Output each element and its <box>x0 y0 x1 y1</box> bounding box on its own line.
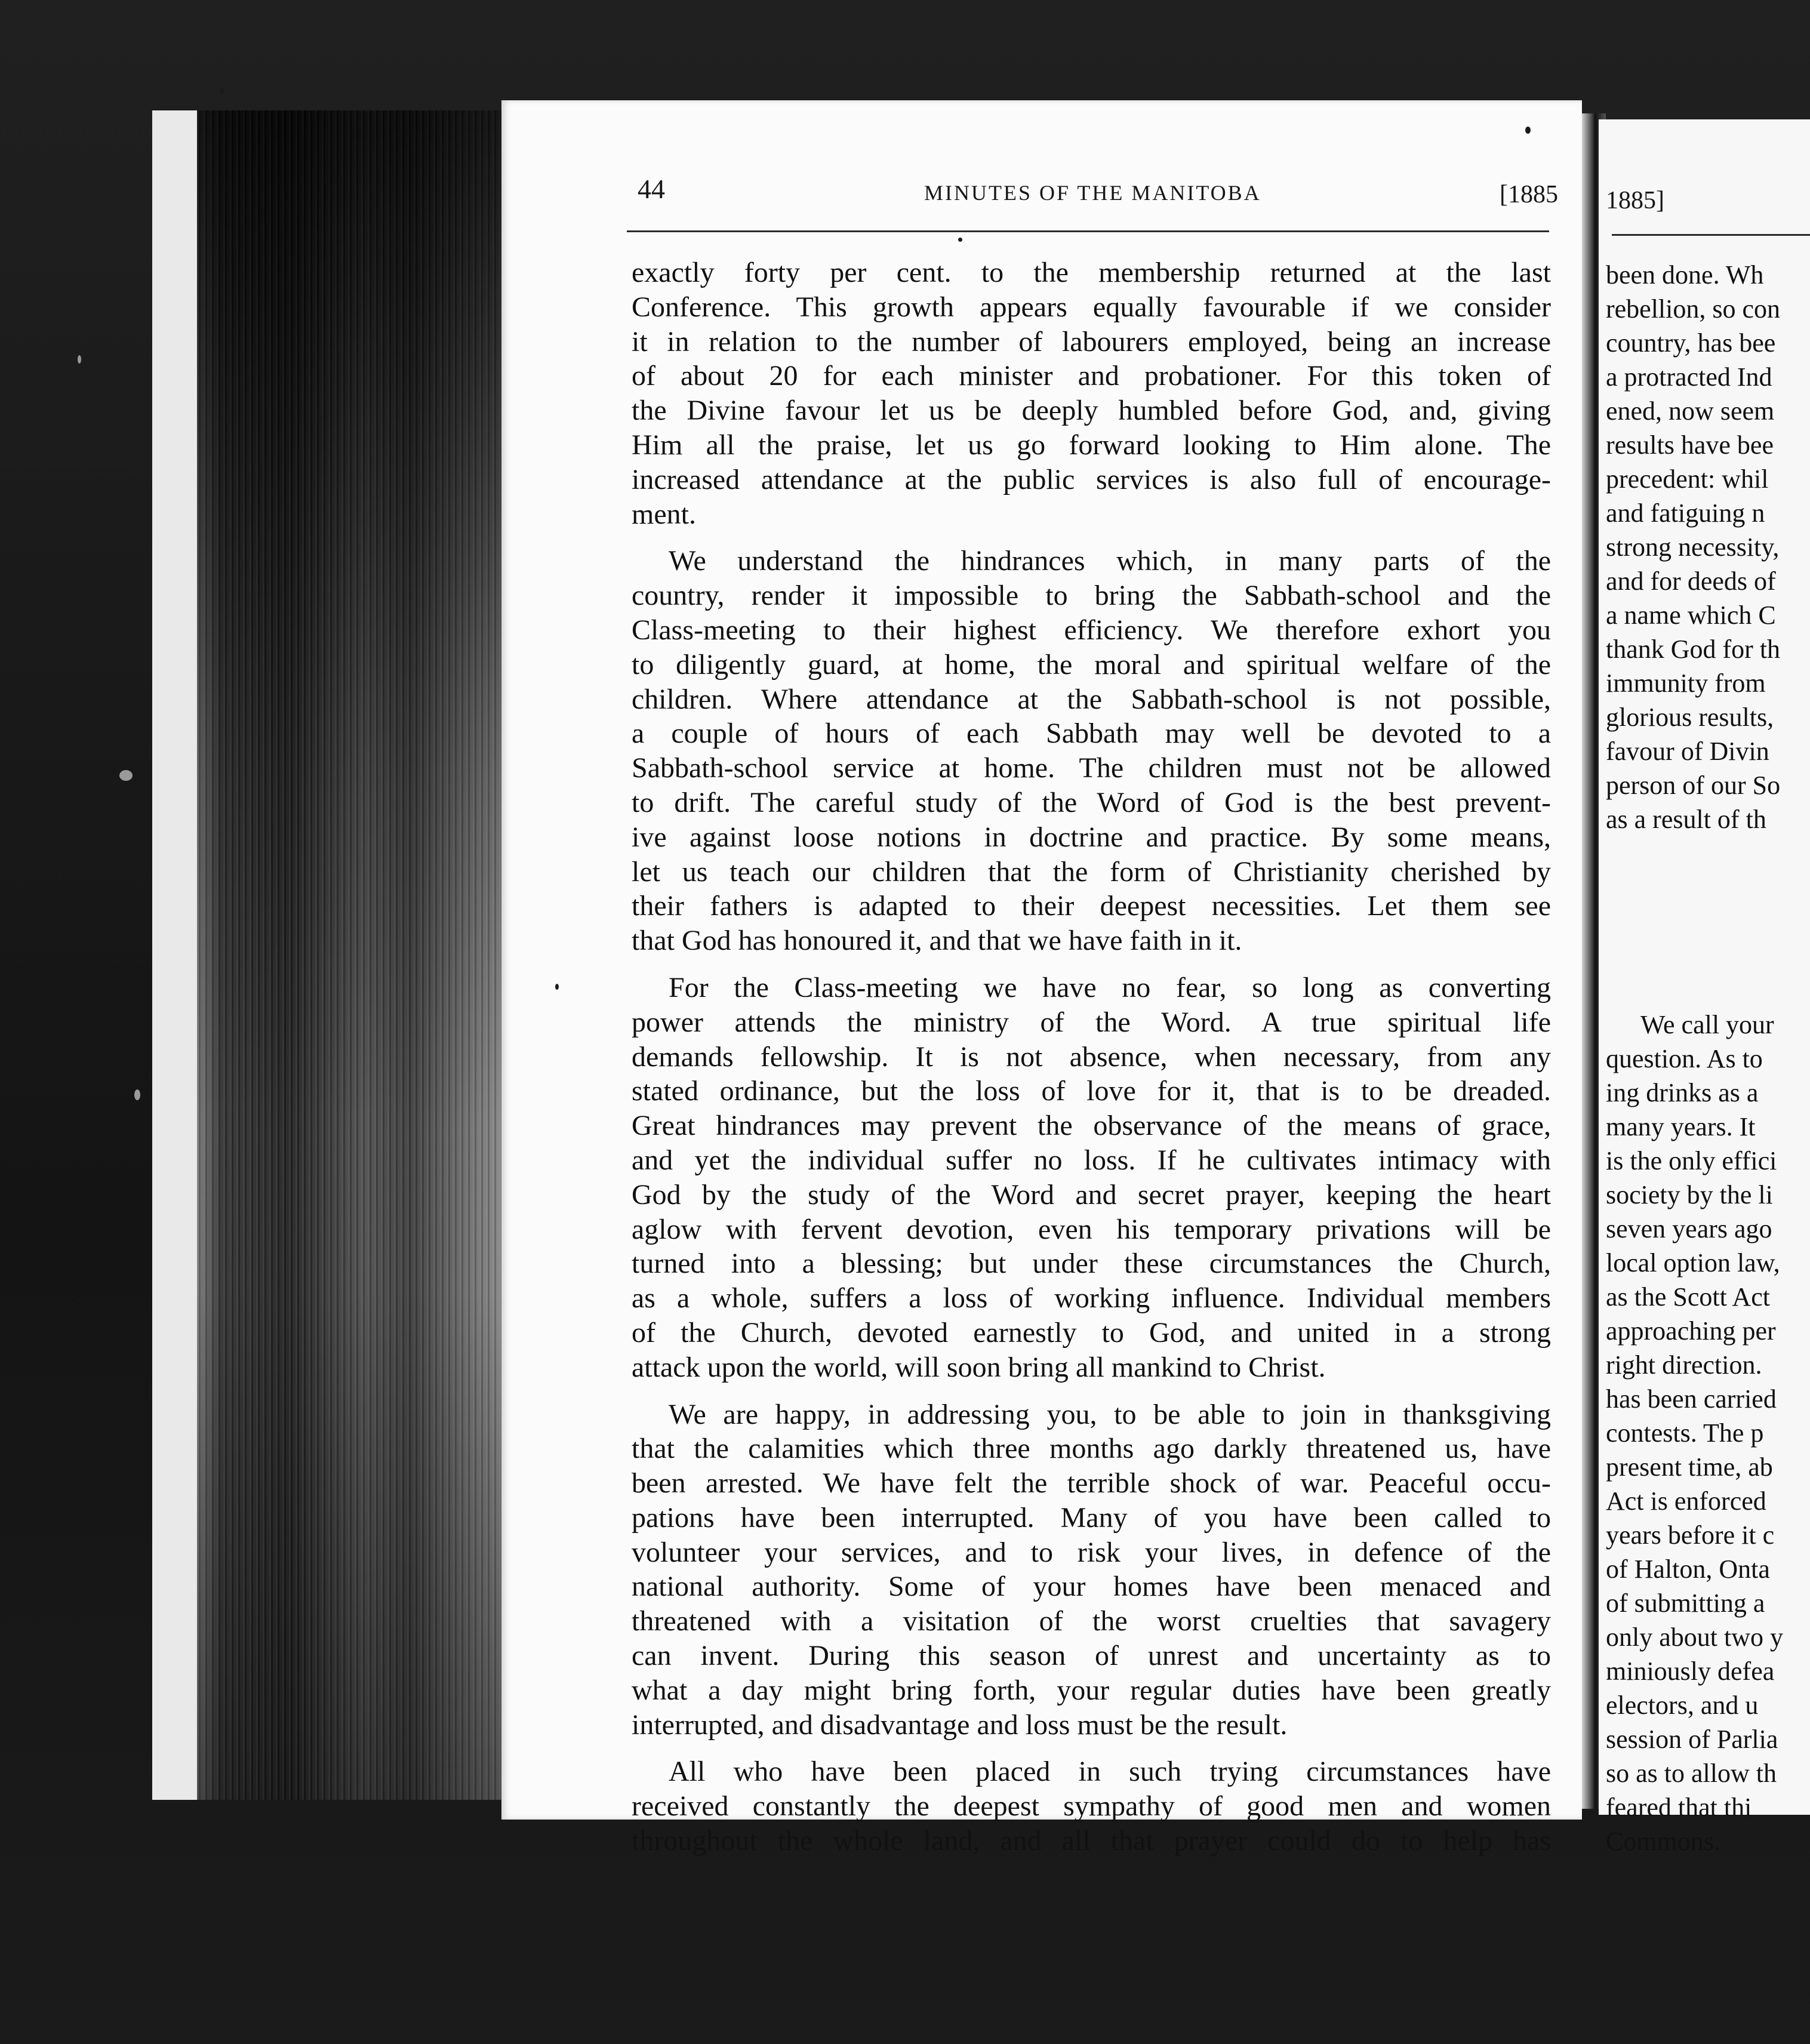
text-line: person of our So <box>1606 771 1781 800</box>
text-line: interrupted, and disadvantage and loss must be the result. <box>632 1709 1288 1741</box>
text-line: Act is enforced <box>1606 1486 1766 1516</box>
text-line: favour of Divin <box>1606 737 1769 766</box>
scan-speck <box>1497 1985 1501 1991</box>
text-line: country, render it impossible to bring the Sabbath-school and the <box>632 580 1551 612</box>
right-page-text-block <box>1606 1008 1783 1858</box>
text-line: been arrested. We have felt the terrible shock of war. Peaceful occu- <box>632 1467 1551 1500</box>
text-line: increased attendance at the public services is also full of encourage- <box>632 463 1551 495</box>
text-line: rebellion, so con <box>1606 294 1781 324</box>
text-line: that God has honoured it, and that we have faith in it. <box>632 925 1242 957</box>
text-line: volunteer your services, and to risk your lives, in defence of the <box>632 1536 1551 1568</box>
text-line: what a day might bring forth, your regular duties have been greatly <box>632 1674 1551 1706</box>
text-line: immunity from <box>1606 669 1766 698</box>
text-line: of Halton, Onta <box>1606 1554 1770 1584</box>
scan-speck <box>134 1089 140 1100</box>
page-edges-shading <box>197 110 501 1800</box>
paragraph <box>632 971 1551 1385</box>
text-line: ened, now seem <box>1606 396 1775 426</box>
text-line: a couple of hours of each Sabbath may well be devoted to a <box>632 718 1551 750</box>
text-line: been done. Wh <box>1606 260 1764 290</box>
text-line: years before it c <box>1606 1520 1775 1550</box>
text-line: session of Parlia <box>1606 1725 1778 1754</box>
text-line: feared that thi <box>1606 1793 1752 1822</box>
text-line: their fathers is adapted to their deepest necessities. Let them see <box>632 890 1551 922</box>
text-line: All who have been placed in such trying circumstances have <box>669 1756 1551 1788</box>
text-line: to diligently guard, at home, the moral and spiritual welfare of the <box>632 648 1551 681</box>
text-line: electors, and u <box>1606 1691 1759 1720</box>
text-line: it in relation to the number of labourers employed, being an increase <box>632 325 1551 358</box>
text-line: many years. It <box>1606 1112 1756 1141</box>
text-line: approaching per <box>1606 1316 1776 1346</box>
text-line: has been carried <box>1606 1384 1777 1414</box>
scan-speck <box>220 88 224 94</box>
text-line: Commons. <box>1606 1827 1720 1856</box>
text-line: let us teach our children that the form of Christianity cherished by <box>632 855 1551 888</box>
header-rule <box>627 230 1549 232</box>
running-title: MINUTES OF THE MANITOBA <box>924 181 1261 205</box>
text-line: Class-meeting to their highest efficiency. We therefore exhort you <box>632 614 1551 646</box>
text-line: Sabbath-school service at home. The children must not be allowed <box>632 752 1551 784</box>
scan-speck <box>555 984 559 990</box>
text-line: attack upon the world, will soon bring all mankind to Christ. <box>632 1351 1326 1383</box>
scan-speck <box>78 355 81 364</box>
text-line: of about 20 for each minister and probationer. For this token of <box>632 360 1551 392</box>
text-line: contests. The p <box>1606 1418 1764 1448</box>
text-line: of the Church, devoted earnestly to God, and united in a strong <box>632 1316 1551 1349</box>
right-page-header-rule <box>1612 234 1810 236</box>
text-line: throughout the whole land, and all that prayer could do to help has <box>632 1825 1551 1857</box>
text-line: so as to allow th <box>1606 1759 1777 1788</box>
text-line: the Divine favour let us be deeply humbled before God, and, giving <box>632 395 1551 427</box>
text-line: children. Where attendance at the Sabbath-school is not possible, <box>632 683 1551 715</box>
paragraph <box>632 1397 1551 1743</box>
text-line: power attends the ministry of the Word. A true spiritual life <box>632 1006 1551 1038</box>
text-line: strong necessity, <box>1606 532 1780 562</box>
text-line: glorious results, <box>1606 703 1774 732</box>
paragraph <box>632 256 1551 531</box>
text-line: Him all the praise, let us go forward looking to Him alone. The <box>632 429 1551 461</box>
text-line: exactly forty per cent. to the membership returned at the last <box>632 257 1551 288</box>
paragraph <box>632 1754 1551 1858</box>
text-line: received constantly the deepest sympathy of good men and women <box>632 1790 1551 1823</box>
text-line: precedent: whil <box>1606 464 1769 494</box>
text-line: ive against loose notions in doctrine and practice. By some means, <box>632 821 1551 853</box>
text-line: can invent. During this season of unrest and uncertainty as to <box>632 1640 1551 1672</box>
text-line: that the calamities which three months ago darkly threatened us, have <box>632 1433 1551 1465</box>
text-line: aglow with fervent devotion, even his temporary privations will be <box>632 1213 1551 1245</box>
scan-speck <box>1525 127 1531 134</box>
text-line: as a result of th <box>1606 805 1766 834</box>
text-line: a name which C <box>1606 601 1776 630</box>
text-line: as a whole, suffers a loss of working influence. Individual members <box>632 1282 1551 1315</box>
text-line: threatened with a visitation of the worst cruelties that savagery <box>632 1605 1551 1637</box>
text-line: and yet the individual suffer no loss. If he cultivates intimacy with <box>632 1144 1551 1176</box>
page-number: 44 <box>638 174 665 204</box>
text-line: thank God for th <box>1606 635 1781 664</box>
text-line: as the Scott Act <box>1606 1282 1770 1312</box>
text-line: Conference. This growth appears equally favourable if we consider <box>632 291 1551 323</box>
text-line: pations have been interrupted. Many of you have been called to <box>632 1501 1551 1534</box>
text-line: society by the li <box>1606 1180 1773 1209</box>
text-line: stated ordinance, but the loss of love for it, that is to be dreaded. <box>632 1075 1551 1107</box>
right-page-text-block <box>1606 258 1780 836</box>
text-line: ing drinks as a <box>1606 1078 1759 1107</box>
text-line: We call your <box>1640 1010 1774 1039</box>
paragraph <box>632 544 1551 958</box>
text-line: For the Class-meeting we have no fear, so long as converting <box>669 971 1551 1003</box>
text-line: right direction. <box>1606 1350 1762 1380</box>
text-line: national authority. Some of your homes have been menaced and <box>632 1571 1551 1603</box>
text-line: demands fellowship. It is not absence, when necessary, from any <box>632 1041 1551 1073</box>
text-line: question. As to <box>1606 1044 1763 1073</box>
text-line: to drift. The careful study of the Word of God is the best prevent- <box>632 786 1551 818</box>
text-line: only about two y <box>1606 1623 1783 1652</box>
text-line: present time, ab <box>1606 1452 1773 1482</box>
text-line: and fatiguing n <box>1606 498 1765 528</box>
header-year: [1885 <box>1500 181 1558 208</box>
text-line: is the only effici <box>1606 1146 1777 1175</box>
text-line: a protracted Ind <box>1606 362 1772 392</box>
text-line: local option law, <box>1606 1248 1780 1278</box>
page-body <box>632 256 1551 1871</box>
text-line: turned into a blessing; but under these circumstances the Church, <box>632 1248 1551 1280</box>
text-line: We understand the hindrances which, in many parts of the <box>669 545 1551 577</box>
text-line: We are happy, in addressing you, to be able to join in thanksgiving <box>669 1398 1551 1430</box>
text-line: and for deeds of <box>1606 567 1776 596</box>
scan-speck <box>119 770 133 781</box>
text-line: country, has bee <box>1606 328 1776 358</box>
right-page-header-year: 1885] <box>1606 187 1664 214</box>
scan-speck <box>958 238 962 242</box>
text-line: ment. <box>632 498 696 530</box>
text-line: Great hindrances may prevent the observance of the means of grace, <box>632 1110 1551 1142</box>
text-line: seven years ago <box>1606 1214 1772 1243</box>
text-line: of submitting a <box>1606 1589 1765 1618</box>
text-line: results have bee <box>1606 430 1774 460</box>
text-line: miniously defea <box>1606 1657 1775 1686</box>
text-line: God by the study of the Word and secret prayer, keeping the heart <box>632 1178 1551 1211</box>
